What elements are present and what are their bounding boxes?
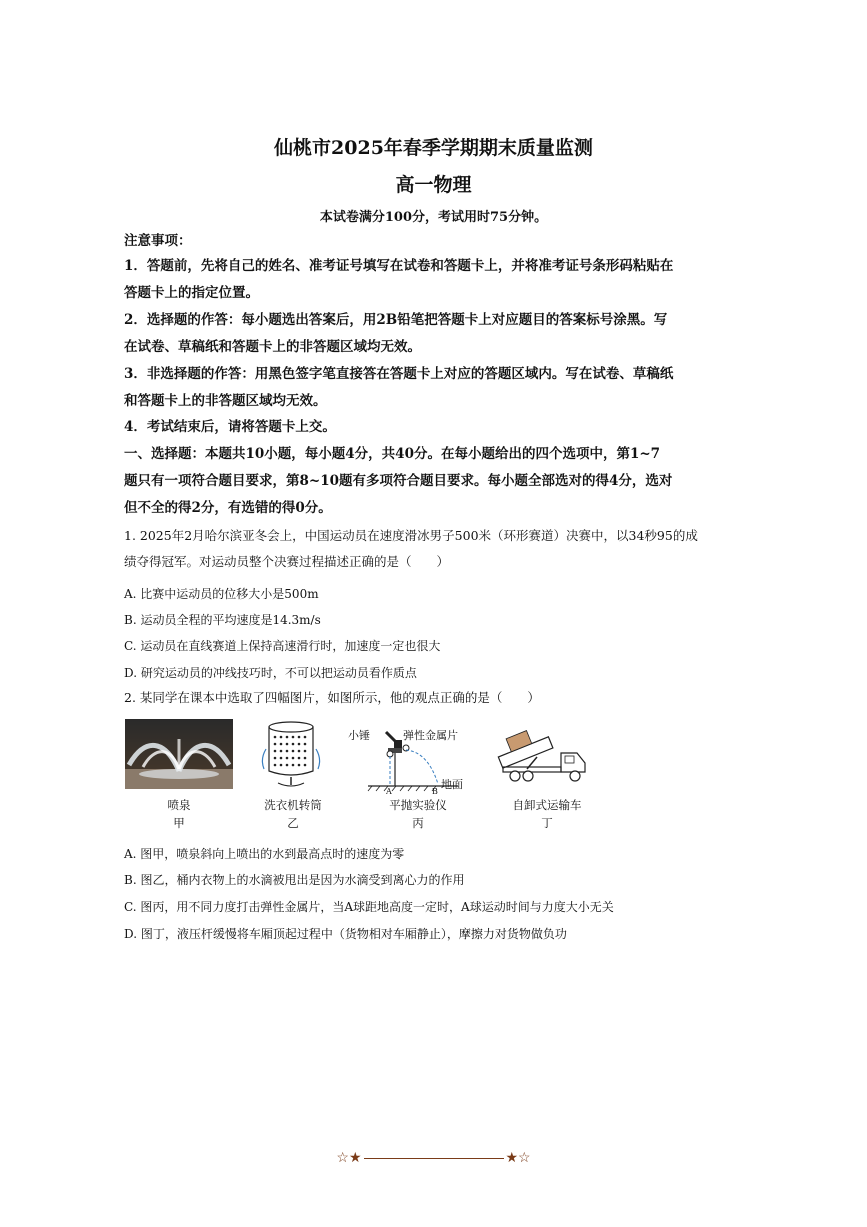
figure-caption: 喷泉 xyxy=(167,798,191,812)
section-line: 题只有一项符合题目要求，第8~10题有多项符合题目要求。每小题全部选对的得4分，选对 xyxy=(124,473,673,489)
question-1-option-b: B. 运动员全程的平均速度是14.3m/s xyxy=(124,613,321,627)
figure-caption: 自卸式运输车 xyxy=(512,798,582,812)
exam-info: 本试卷满分100分，考试用时75分钟。 xyxy=(319,210,548,225)
figure-letter: 丁 xyxy=(541,816,553,830)
notice-line: 4．考试结束后，请将答题卡上交。 xyxy=(124,419,336,435)
dump-truck-image xyxy=(497,727,593,787)
figure-caption: 洗衣机转筒 xyxy=(264,798,322,812)
page-title: 仙桃市2025年春季学期期末质量监测 xyxy=(274,137,593,159)
ball-a-label: A xyxy=(386,787,392,796)
notice-line: 2．选择题的作答：每小题选出答案后，用2B铅笔把答题卡上对应题目的答案标号涂黑。写 xyxy=(124,312,668,328)
notice-heading: 注意事项： xyxy=(124,233,192,249)
hammer-label: 小锤 xyxy=(348,729,370,742)
section-heading: 一、选择题：本题共10小题，每小题4分，共40分。在每小题给出的四个选项中，第1~7 xyxy=(124,446,661,462)
fountain-image xyxy=(125,719,233,789)
page-subtitle: 高一物理 xyxy=(395,174,472,196)
figure-letter: 甲 xyxy=(173,816,185,830)
spring-plate-label: 弹性金属片 xyxy=(403,729,458,742)
question-1-option-d: D. 研究运动员的冲线技巧时，不可以把运动员看作质点 xyxy=(124,666,417,680)
notice-line: 3．非选择题的作答：用黑色签字笔直接答在答题卡上对应的答题区域内。写在试卷、草稿纸 xyxy=(124,366,674,382)
question-2-option-a: A. 图甲，喷泉斜向上喷出的水到最高点时的速度为零 xyxy=(124,847,405,861)
figure-letter: 丙 xyxy=(412,816,424,830)
question-1-stem: 1. 2025年2月哈尔滨亚冬会上，中国运动员在速度滑冰男子500米（环形赛道）决赛中，以34秒95的成 xyxy=(124,528,698,543)
question-2-option-b: B. 图乙，桶内衣物上的水滴被甩出是因为水滴受到离心力的作用 xyxy=(124,873,465,887)
notice-line: 在试卷、草稿纸和答题卡上的非答题区域均无效。 xyxy=(124,339,421,355)
question-1-stem: 绩夺得冠军。对运动员整个决赛过程描述正确的是（ ） xyxy=(124,554,450,569)
footer-stars-right: ★☆ xyxy=(505,1150,531,1166)
question-1-option-a: A. 比赛中运动员的位移大小是500m xyxy=(124,587,319,601)
ball-b-label: B xyxy=(432,787,438,796)
question-2-option-c: C. 图丙，用不同力度打击弹性金属片，当A球距地高度一定时，A球运动时间与力度大小无关 xyxy=(124,900,614,914)
notice-line: 和答题卡上的非答题区域均无效。 xyxy=(124,393,327,409)
ground-label: 地面 xyxy=(441,778,463,791)
notice-line: 答题卡上的指定位置。 xyxy=(124,285,259,301)
figure-letter: 乙 xyxy=(287,816,299,830)
question-1-option-c: C. 运动员在直线赛道上保持高速滑行时，加速度一定也很大 xyxy=(124,639,441,653)
question-2-option-d: D. 图丁，液压杆缓慢将车厢顶起过程中（货物相对车厢静止），摩擦力对货物做负功 xyxy=(124,927,567,941)
notice-line: 1．答题前，先将自己的姓名、准考证号填写在试卷和答题卡上，并将准考证号条形码粘贴在 xyxy=(124,258,674,274)
washing-drum-image xyxy=(258,719,324,791)
footer-stars-left: ☆★ xyxy=(336,1150,362,1166)
page-footer xyxy=(0,1150,867,1166)
footer-rule xyxy=(364,1158,504,1159)
section-line: 但不全的得2分，有选错的得0分。 xyxy=(124,500,332,516)
figure-caption: 平抛实验仪 xyxy=(389,798,447,812)
question-2-stem: 2. 某同学在课本中选取了四幅图片，如图所示，他的观点正确的是（ ） xyxy=(124,690,540,705)
